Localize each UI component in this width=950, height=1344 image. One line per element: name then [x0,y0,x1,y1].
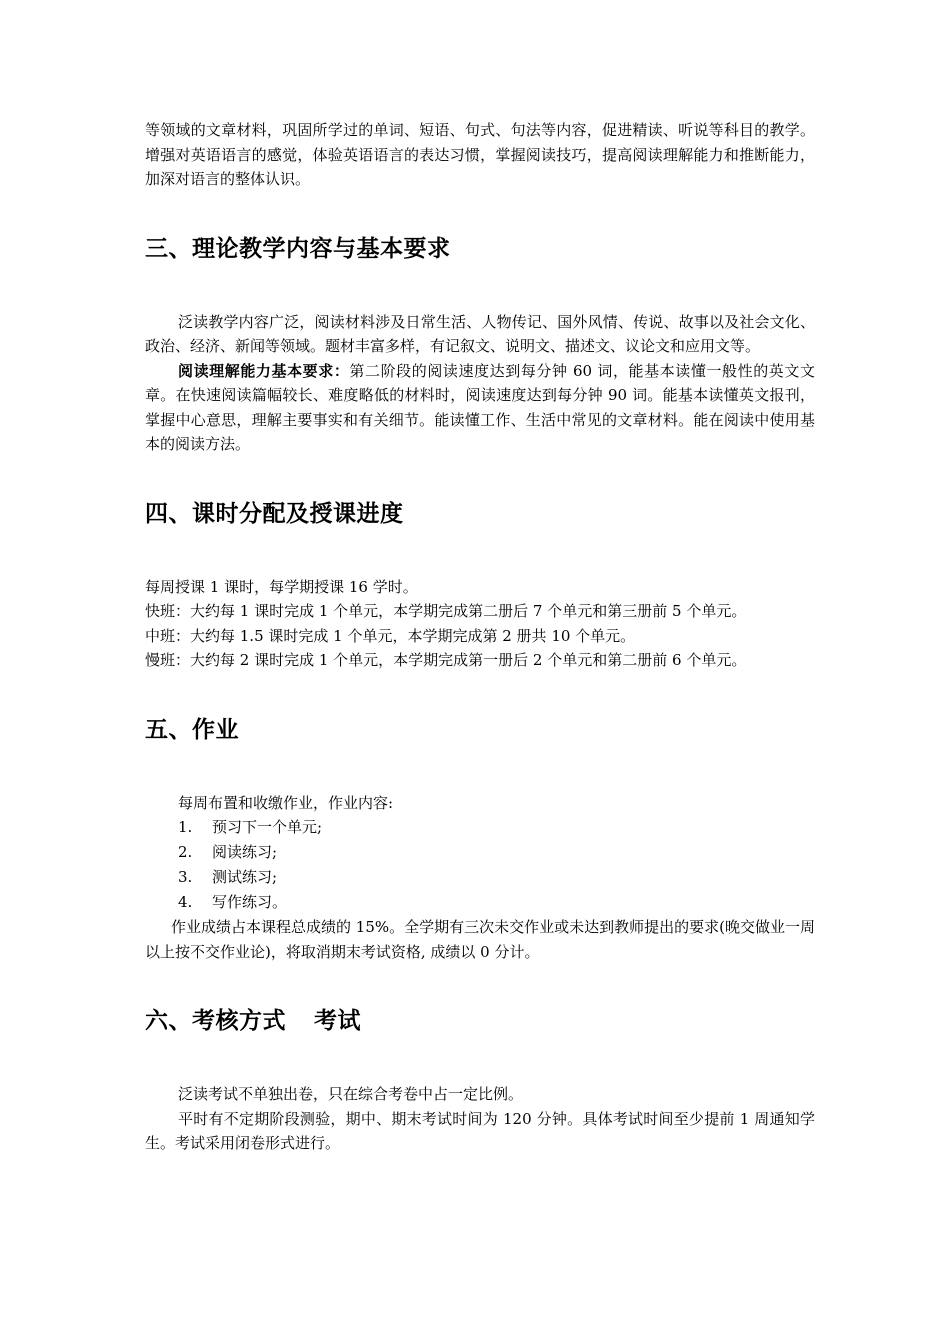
list-item [178,815,815,840]
section3-para2 [145,359,815,457]
schedule-line: 快班：大约每 1 课时完成 1 个单元，本学期完成第二册后 7 个单元和第三册前 5 个单元。 [145,602,747,620]
list-item-number: 1. [178,818,193,836]
exam-para1: 泛读考试不单独出卷，只在综合考卷中占一定比例。 [178,1085,524,1103]
section3-heading: 三、理论教学内容与基本要求 [145,235,451,262]
section3-para2-text: 第二阶段的阅读速度达到每分钟 60 词，能基本读懂一般性的英文文章。在快速阅读篇幅较长、难度略低的材料时，阅读速度达到每分钟 90 词。能基本读懂英文报刊，掌握中心意思，理解主要事实和有关细节。能读懂工作、生活中常见的文章材料。能在阅读中使用基本的阅读方法。 [145,361,815,453]
section6-heading [145,1006,815,1036]
section6-heading-sub: 考试 [314,1008,361,1034]
section3-para1: 泛读教学内容广泛，阅读材料涉及日常生活、人物传记、国外风情、传说、故事以及社会文化、政治、经济、新闻等领域。题材丰富多样，有记叙文、说明文、描述文、议论文和应用文等。 [145,312,815,355]
list-item-number: 3. [178,868,193,886]
homework-grading: 作业成绩占本课程总成绩的 15%。全学期有三次未交作业或未达到教师提出的要求(晚交做业一周以上按不交作业论)，将取消期末考试资格, 成绩以 0 分计。 [145,918,815,961]
list-item-text: 测试练习; [212,868,278,886]
exam-para2: 平时有不定期阶段测验，期中、期末考试时间为 120 分钟。具体考试时间至少提前 1 周通知学生。考试采用闭卷形式进行。 [145,1109,815,1152]
list-item-text: 阅读练习; [212,843,278,861]
list-item-number: 2. [178,843,193,861]
list-item [178,890,815,915]
list-item-number: 4. [178,893,193,911]
document-page [145,118,815,1156]
list-item-text: 写作练习。 [212,893,288,911]
list-item [178,865,815,890]
list-item-text: 预习下一个单元; [212,818,323,836]
section5-heading: 五、作业 [145,716,239,743]
schedule-line: 每周授课 1 课时，每学期授课 16 学时。 [145,577,418,596]
list-item [178,840,815,865]
section4-heading: 四、课时分配及授课进度 [145,500,404,527]
schedule-line: 慢班：大约每 2 课时完成 1 个单元，本学期完成第一册后 2 个单元和第二册前 6 个单元。 [145,651,747,669]
section6-heading-main: 六、考核方式 [145,1008,286,1034]
schedule-line: 中班：大约每 1.5 课时完成 1 个单元，本学期完成第 2 册共 10 个单元。 [145,626,636,645]
homework-list [145,815,815,915]
homework-intro: 每周布置和收缴作业，作业内容: [178,793,394,812]
section3-para2-label: 阅读理解能力基本要求： [178,361,350,380]
intro-paragraph: 等领域的文章材料，巩固所学过的单词、短语、句式、句法等内容，促进精读、听说等科目的教学。增强对英语语言的感觉，体验英语语言的表达习惯，掌握阅读技巧，提高阅读理解能力和推断能力，加深对语言的整体认识。 [145,121,815,188]
